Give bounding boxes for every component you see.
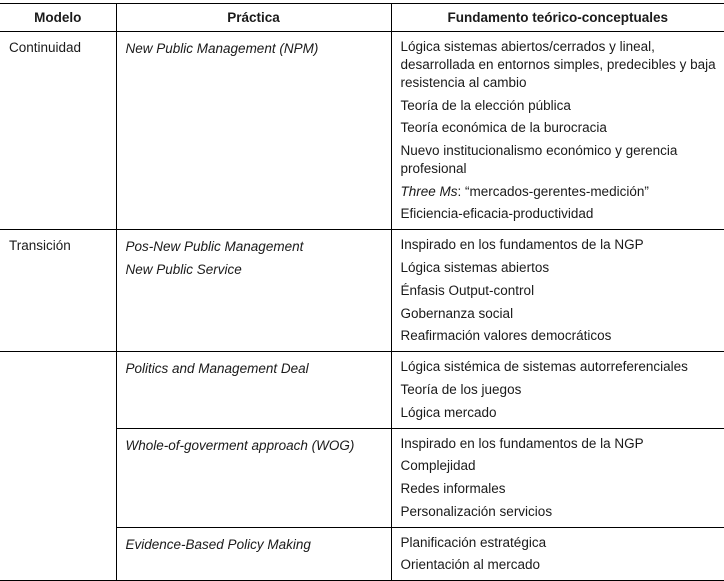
header-modelo: Modelo [0,4,116,32]
modelo-cell [0,428,116,527]
fundamento-item: Eficiencia-eficacia-productividad [401,205,724,223]
practica-item: New Public Management (NPM) [126,40,391,58]
practica-item: Evidence-Based Policy Making [126,536,391,554]
fundamento-item [401,183,724,201]
fundamento-item: Lógica sistemas abiertos/cerrados y lineal, desarrollada en entornos simples, predecibles y baja resistencia al cambio [401,38,724,92]
fundamento-item: Énfasis Output-control [401,282,724,300]
fundamento-item-italic: Three Ms [401,184,458,199]
modelo-cell: Continuidad [0,32,116,230]
fundamento-item-rest: : “mercados-gerentes-medición” [458,184,649,199]
table-row [0,428,724,527]
practica-item: Pos-New Public Management [126,238,391,256]
fundamento-item: Inspirado en los fundamentos de la NGP [401,435,724,453]
fundamento-item: Personalización servicios [401,503,724,521]
practica-cell [116,230,391,352]
fundamento-item: Planificación estratégica [401,534,724,552]
fundamento-item: Orientación al mercado [401,556,724,574]
fundamento-cell [391,428,724,527]
fundamento-item: Complejidad [401,457,724,475]
practica-cell [116,352,391,428]
modelo-cell: Transición [0,230,116,352]
fundamento-item: Teoría de la elección pública [401,97,724,115]
fundamento-cell [391,230,724,352]
fundamento-item: Gobernanza social [401,305,724,323]
practica-cell [116,32,391,230]
fundamento-item: Inspirado en los fundamentos de la NGP [401,236,724,254]
fundamento-cell [391,352,724,428]
table-row [0,352,724,428]
fundamento-cell [391,527,724,581]
table-row [0,527,724,581]
fundamento-cell [391,32,724,230]
fundamento-item: Teoría económica de la burocracia [401,119,724,137]
table-row [0,230,724,352]
fundamento-item: Nuevo institucionalismo económico y gerencia profesional [401,142,724,178]
practica-item: Politics and Management Deal [126,360,391,378]
practica-cell [116,428,391,527]
practica-item: New Public Service [126,261,391,279]
modelo-cell [0,527,116,581]
modelo-cell [0,352,116,428]
fundamento-item: Lógica mercado [401,404,724,422]
fundamento-item: Teoría de los juegos [401,381,724,399]
fundamento-item: Lógica sistemas abiertos [401,259,724,277]
fundamento-item: Redes informales [401,480,724,498]
table-row [0,32,724,230]
fundamento-item: Reafirmación valores democráticos [401,327,724,345]
fundamento-item: Lógica sistémica de sistemas autorreferenciales [401,358,724,376]
header-fundamento: Fundamento teórico-conceptuales [391,4,724,32]
comparison-table [0,3,724,581]
practica-cell [116,527,391,581]
header-practica: Práctica [116,4,391,32]
practica-item: Whole-of-goverment approach (WOG) [126,437,391,455]
table-header-row [0,4,724,32]
